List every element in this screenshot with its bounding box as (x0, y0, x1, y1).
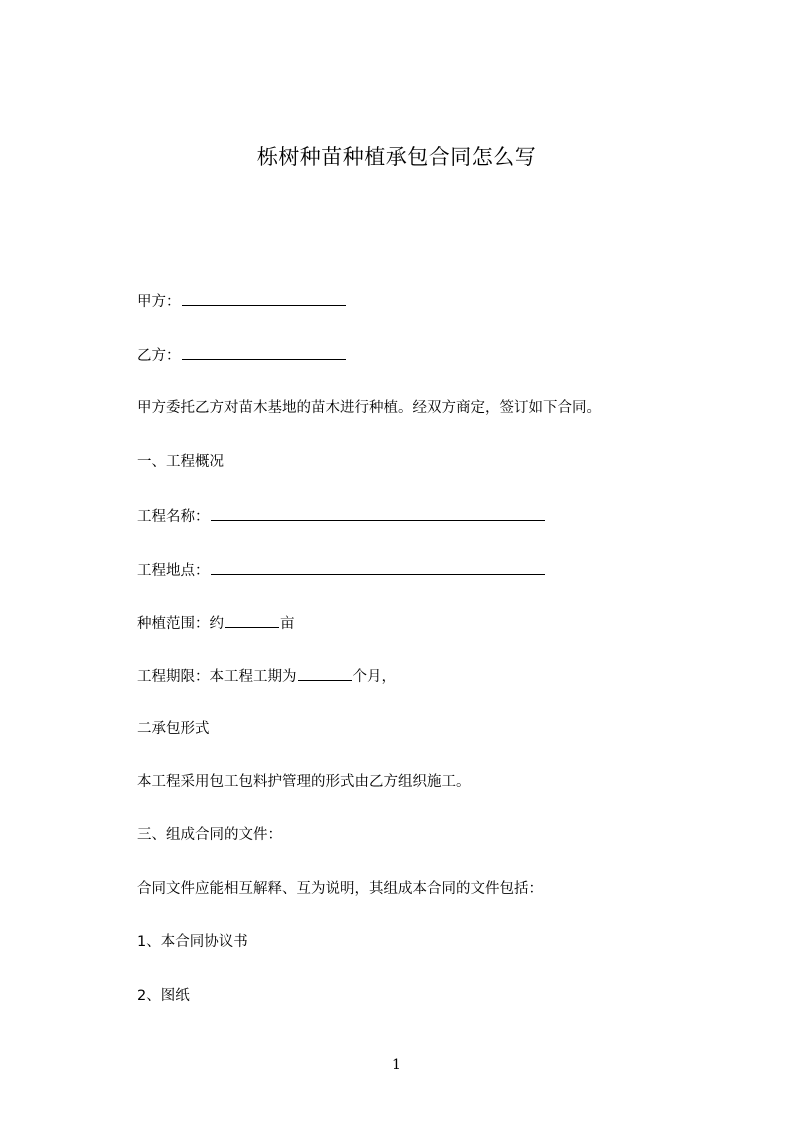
planting-scope-blank (225, 612, 279, 628)
project-name-label: 工程名称： (137, 509, 210, 525)
project-location-line (137, 559, 546, 581)
project-period-blank (298, 665, 352, 681)
section3-paragraph: 合同文件应能相互解释、互为说明，其组成本合同的文件包括： (137, 881, 543, 897)
planting-scope-unit: 亩 (280, 616, 295, 632)
list-item-2: 2、图纸 (137, 988, 190, 1004)
project-period-label: 工程期限：本工程工期为 (137, 669, 297, 685)
intro-paragraph: 甲方委托乙方对苗木基地的苗木进行种植。经双方商定，签订如下合同。 (137, 400, 601, 416)
project-location-blank (211, 559, 545, 575)
project-period-line (137, 665, 396, 687)
planting-scope-line (137, 612, 295, 634)
party-b-line (137, 344, 347, 366)
project-period-unit: 个月， (352, 669, 396, 685)
project-name-line (137, 505, 546, 527)
party-b-blank (182, 344, 346, 360)
project-location-label: 工程地点： (137, 563, 210, 579)
party-a-blank (182, 290, 346, 306)
project-name-blank (211, 505, 545, 521)
page-number: 1 (392, 1057, 401, 1073)
section2-heading: 二承包形式 (137, 721, 210, 737)
section1-heading: 一、工程概况 (137, 454, 224, 470)
planting-scope-label: 种植范围：约 (137, 616, 224, 632)
section3-heading: 三、组成合同的文件： (137, 827, 282, 843)
party-a-line (137, 290, 347, 312)
party-a-label: 甲方： (137, 294, 181, 310)
document-title: 栎树种苗种植承包合同怎么写 (256, 145, 537, 169)
section2-paragraph: 本工程采用包工包料护管理的形式由乙方组织施工。 (137, 774, 471, 790)
party-b-label: 乙方： (137, 348, 181, 364)
list-item-1: 1、本合同协议书 (137, 934, 248, 950)
